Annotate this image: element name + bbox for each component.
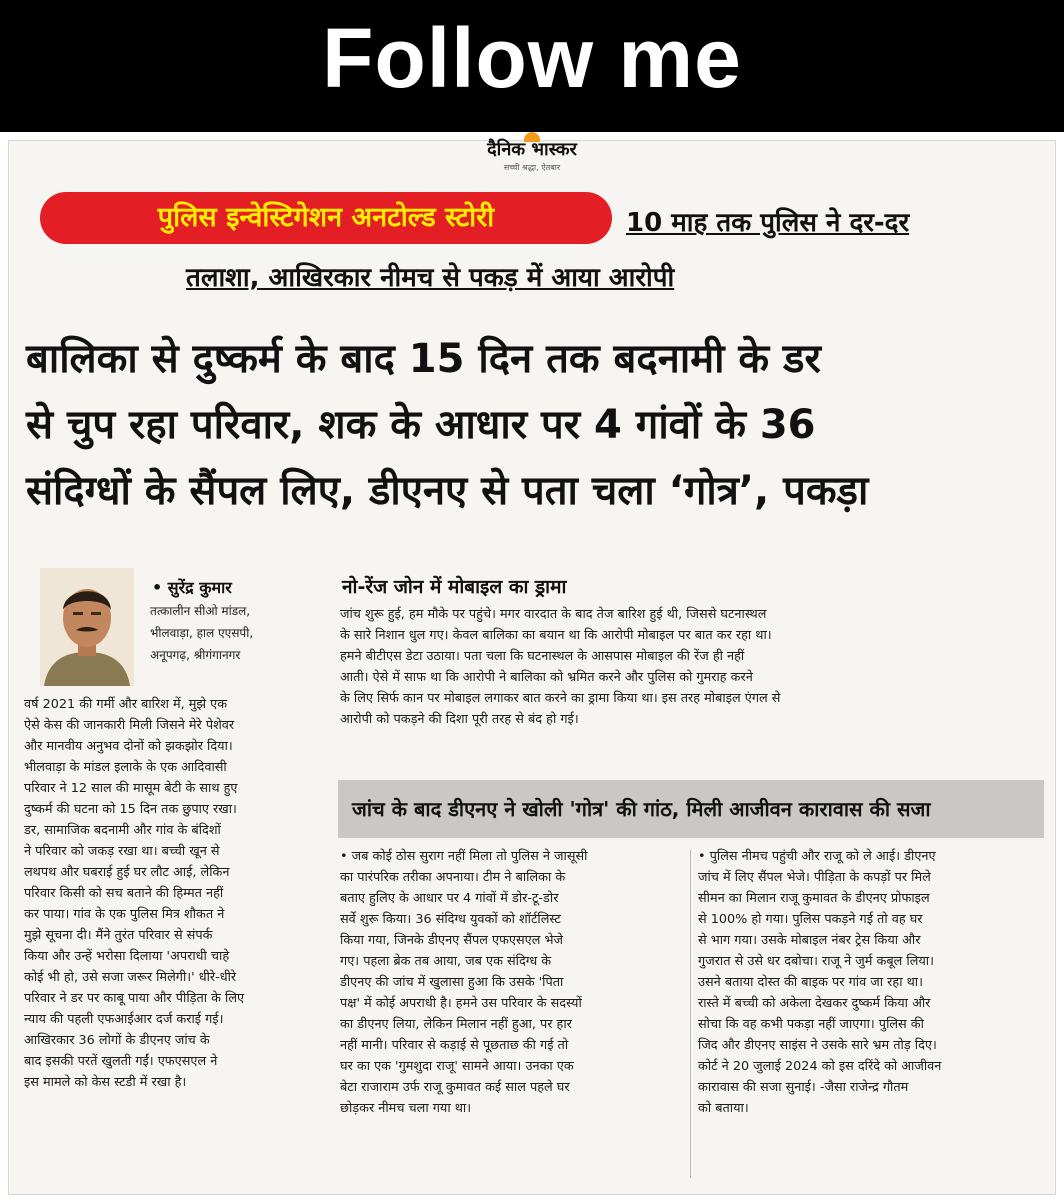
text-line: सीमन का मिलान राजू कुमावत के डीएनए प्रोफाइल <box>698 891 930 906</box>
text-line: घर का एक 'गुमशुदा राजू' सामने आया। उनका एक <box>340 1059 574 1074</box>
text-line: गए। पहला ब्रेक तब आया, जब एक संदिग्ध के <box>340 954 552 969</box>
text-line: • जब कोई ठोस सुराग नहीं मिला तो पुलिस ने जासूसी <box>340 849 588 864</box>
text-line: आरोपी को पकड़ने की दिशा पूरी तरह से बंद हो गई। <box>340 712 579 727</box>
headline-line: संदिग्धों के सैंपल लिए, डीएनए से पता चला ‘गोत्र’, पकड़ा <box>26 468 869 514</box>
text-line: बेटा राजाराम उर्फ राजू कुमावत कई साल पहले घर <box>340 1080 570 1095</box>
follow-banner <box>0 0 1064 132</box>
text-line: के लिए सिर्फ कान पर मोबाइल लगाकर बात करने का ड्रामा किया था। इस तरह मोबाइल एंगल से <box>340 691 781 706</box>
author-designation: अनूपगढ़, श्रीगंगानगर <box>150 648 241 662</box>
text-line: परिवार ने डर पर काबू पाया और पीड़िता के लिए <box>24 991 245 1006</box>
subheading-line-2: तलाशा, आखिरकार नीमच से पकड़ में आया आरोपी <box>186 263 675 293</box>
text-line: ऐसे केस की जानकारी मिली जिसने मेरे पेशेवर <box>24 718 235 733</box>
text-line: इस मामले को केस स्टडी में रखा है। <box>24 1075 187 1090</box>
text-line: परिवार किसी को सच बताने की हिम्मत नहीं <box>24 886 224 901</box>
author-portrait-icon <box>40 568 134 686</box>
text-line: हमने बीटीएस डेटा उठाया। पता चला कि घटनास्थल के आसपास मोबाइल की रेंज ही नहीं <box>340 649 745 664</box>
author-name: • सुरेंद्र कुमार <box>152 578 232 597</box>
text-line: ने परिवार को जकड़ रखा था। बच्ची खून से <box>24 844 220 859</box>
story-tag: पुलिस इन्वेस्टिगेशन अनटोल्ड स्टोरी <box>40 192 612 244</box>
subheading-line-1: 10 माह तक पुलिस ने दर-दर <box>626 208 910 238</box>
text-line: कोई भी हो, उसे सजा जरूर मिलेगी।' धीरे-धीरे <box>24 970 237 985</box>
text-line: कारावास की सजा सुनाई। -जैसा राजेन्द्र गौतम <box>698 1080 909 1095</box>
author-designation: भीलवाड़ा, हाल एएसपी, <box>150 626 254 640</box>
dna-column-1 <box>340 846 682 1119</box>
text-line: के सारे निशान धुल गए। केवल बालिका का बयान था कि आरोपी मोबाइल पर बात कर रहा था। <box>340 628 772 643</box>
text-line: गुजरात से उसे धर दबोचा। राजू ने जुर्म कबूल लिया। <box>698 954 934 969</box>
text-line: से भाग गया। उसके मोबाइल नंबर ट्रेस किया और <box>698 933 921 948</box>
text-line: रास्ते में बच्ची को अकेला देखकर दुष्कर्म किया और <box>698 996 931 1011</box>
text-line: कर पाया। गांव के एक पुलिस मित्र शौकत ने <box>24 907 225 922</box>
text-line: बताए हुलिए के आधार पर 4 गांवों में डोर-टू-डोर <box>340 891 559 906</box>
headline-line: से चुप रहा परिवार, शक के आधार पर 4 गांवों के 36 <box>26 402 816 448</box>
author-photo <box>40 568 134 686</box>
text-line: नहीं मानी। परिवार से कड़ाई से पूछताछ की गई तो <box>340 1038 569 1053</box>
banner-title: Follow me <box>322 11 742 105</box>
dna-column-2 <box>698 846 1044 1119</box>
section-heading-mobile-drama: नो-रेंज जोन में मोबाइल का ड्रामा <box>342 576 567 598</box>
mobile-drama-text <box>340 604 1040 730</box>
text-line: बाद इसकी परतें खुलती गईं। एफएसएल ने <box>24 1054 218 1069</box>
text-line: और मानवीय अनुभव दोनों को झकझोर दिया। <box>24 739 233 754</box>
section-heading-band <box>338 780 1044 838</box>
text-line: डर, सामाजिक बदनामी और गांव के बंदिशों <box>24 823 221 838</box>
section-heading-dna: जांच के बाद डीएनए ने खोली 'गोत्र' की गांठ, मिली आजीवन कारावास की सजा <box>352 797 931 821</box>
headline-line: बालिका से दुष्कर्म के बाद 15 दिन तक बदनामी के डर <box>26 336 821 382</box>
text-line: आती। ऐसे में साफ था कि आरोपी ने बालिका को भ्रमित करने और पुलिस को गुमराह करने <box>340 670 753 685</box>
text-line: किया और उन्हें भरोसा दिलाया 'अपराधी चाहे <box>24 949 230 964</box>
text-line: से 100% हो गया। पुलिस पकड़ने गई तो वह घर <box>698 912 923 927</box>
masthead-name: दैनिक भास्कर <box>487 139 577 160</box>
text-line: को बताया। <box>698 1101 749 1116</box>
text-line: दुष्कर्म की घटना को 15 दिन तक छुपाए रखा। <box>24 802 237 817</box>
headline <box>26 326 1050 524</box>
text-line: किया गया, जिनके डीएनए सैंपल एफएसएल भेजे <box>340 933 563 948</box>
text-line: परिवार ने 12 साल की मासूम बेटी के साथ हुए <box>24 781 238 796</box>
text-line: छोड़कर नीमच चला गया था। <box>340 1101 472 1116</box>
text-line: जांच शुरू हुई, हम मौके पर पहुंचे। मगर वारदात के बाद तेज बारिश हुई थी, जिससे घटनास्थल <box>340 607 767 622</box>
masthead-logo <box>458 132 606 180</box>
text-line: डीएनए की जांच में खुलासा हुआ कि उसके 'पिता <box>340 975 564 990</box>
masthead-tagline: सच्ची श्रद्धा, ऐतबार <box>503 163 561 172</box>
text-line: न्याय की पहली एफआईआर दर्ज कराई गई। <box>24 1012 224 1027</box>
left-column-text <box>24 694 334 1093</box>
text-line: कोर्ट ने 20 जुलाई 2024 को इस दरिंदे को आजीवन <box>698 1059 942 1074</box>
text-line: सोचा कि वह कभी पकड़ा नहीं जाएगा। पुलिस की <box>698 1017 924 1032</box>
text-line: मुझे सूचना दी। मैंने तुरंत परिवार से संपर्क <box>24 928 213 943</box>
text-line: • पुलिस नीमच पहुंची और राजू को ले आई। डीएनए <box>698 849 936 864</box>
text-line: सर्वे शुरू किया। 36 संदिग्ध युवकों को शॉर्टलिस्ट <box>340 912 561 927</box>
text-line: आखिरकार 36 लोगों के डीएनए जांच के <box>24 1033 210 1048</box>
text-line: पक्ष' में कोई अपराधी है। हमने उस परिवार के सदस्यों <box>340 996 582 1011</box>
text-line: जिद और डीएनए साइंस ने उसके सारे भ्रम तोड़ दिए। <box>698 1038 937 1053</box>
author-designation: तत्कालीन सीओ मांडल, <box>150 604 251 618</box>
text-line: जांच में लिए सैंपल भेजे। पीड़िता के कपड़ों पर मिले <box>698 870 931 885</box>
text-line: का डीएनए लिया, लेकिन मिलान नहीं हुआ, पर हार <box>340 1017 572 1032</box>
column-divider <box>690 850 691 1178</box>
text-line: लथपथ और घबराई हुई घर लौट आई, लेकिन <box>24 865 230 880</box>
text-line: भीलवाड़ा के मांडल इलाके के एक आदिवासी <box>24 760 227 775</box>
text-line: उसने बताया दोस्त की बाइक पर गांव जा रहा था। <box>698 975 923 990</box>
text-line: वर्ष 2021 की गर्मी और बारिश में, मुझे एक <box>24 697 228 712</box>
author-byline <box>140 576 340 666</box>
text-line: का पारंपरिक तरीका अपनाया। टीम ने बालिका के <box>340 870 566 885</box>
